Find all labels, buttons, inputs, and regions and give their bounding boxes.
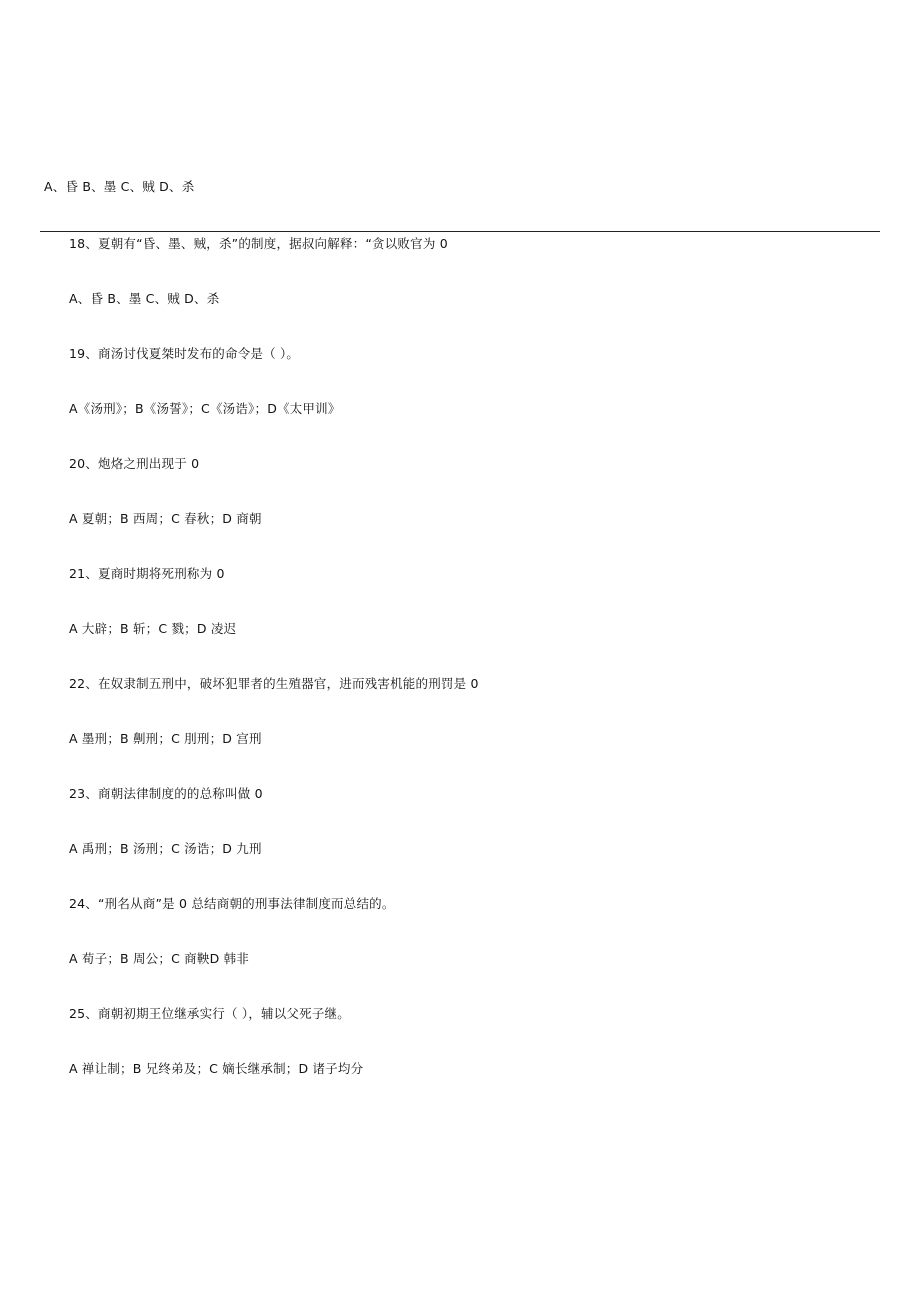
options-19: A《汤刑》；B《汤誓》；C《汤诰》；D《太甲训》: [69, 401, 341, 416]
question-21: 21、夏商时期将死刑称为 0: [69, 566, 225, 581]
question-24: 24、“刑名从商”是 0 总结商朝的刑事法律制度而总结的。: [69, 896, 395, 911]
options-21: A 大辟；B 斩；C 戮；D 凌迟: [69, 621, 237, 636]
options-line-top: A、昏 B、墨 C、贼 D、杀: [44, 179, 195, 194]
question-20: 20、炮烙之刑出现于 0: [69, 456, 200, 471]
question-19: 19、商汤讨伐夏桀时发布的命令是（ ）。: [69, 346, 300, 361]
options-25: A 禅让制；B 兄终弟及；C 嫡长继承制；D 诸子均分: [69, 1061, 364, 1076]
options-20: A 夏朝；B 西周；C 春秋；D 商朝: [69, 511, 262, 526]
question-23: 23、商朝法律制度的的总称叫做 0: [69, 786, 263, 801]
question-22: 22、在奴隶制五刑中，破坏犯罪者的生殖器官，进而残害机能的刑罚是 0: [69, 676, 479, 691]
question-18: 18、夏朝有“昏、墨、贼，杀”的制度，据叔向解释：“贪以败官为 0: [69, 236, 448, 251]
horizontal-divider: [40, 231, 880, 232]
options-23: A 禹刑；B 汤刑；C 汤诰；D 九刑: [69, 841, 262, 856]
question-25: 25、商朝初期王位继承实行（ ），辅以父死子继。: [69, 1006, 350, 1021]
options-24: A 荀子；B 周公；C 商鞅D 韩非: [69, 951, 249, 966]
options-22: A 墨刑；B 劓刑；C 刖刑；D 宫刑: [69, 731, 262, 746]
options-18: A、昏 B、墨 C、贼 D、杀: [69, 291, 220, 306]
